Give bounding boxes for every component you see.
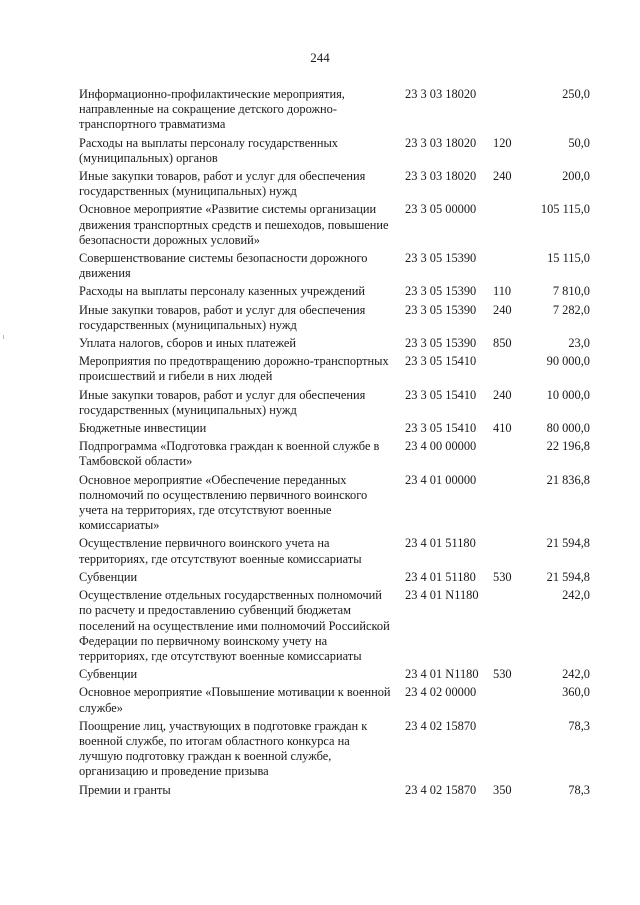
amount-value: 21 594,8 xyxy=(546,569,590,584)
amount-value: 242,0 xyxy=(562,588,590,603)
item-name: Основное мероприятие «Обеспечение переданных полномочий по осуществлению первичного воинского учета на территориях, где отсутствуют военные комиссариаты» xyxy=(79,472,368,533)
item-name: Подпрограмма «Подготовка граждан к военной службе в Тамбовской области» xyxy=(79,439,380,469)
target-code: 23 4 00 00000 xyxy=(405,439,477,454)
target-code: 23 3 05 15410 xyxy=(405,387,477,402)
target-code: 23 4 01 51180 xyxy=(405,536,476,551)
table-row xyxy=(0,87,640,133)
item-name: Иные закупки товаров, работ и услуг для обеспечения государственных (муниципальных) нужд xyxy=(79,302,366,332)
amount-value: 7 282,0 xyxy=(552,302,590,317)
amount-value: 360,0 xyxy=(562,685,590,700)
table-row xyxy=(0,136,640,166)
amount-value: 22 196,8 xyxy=(546,439,590,454)
target-code: 23 4 02 15870 xyxy=(405,782,477,797)
amount-value: 23,0 xyxy=(568,336,590,351)
table-row xyxy=(0,783,640,798)
table-row xyxy=(0,719,640,780)
amount-value: 21 594,8 xyxy=(546,536,590,551)
target-code: 23 3 05 15390 xyxy=(405,251,477,266)
amount-value: 50,0 xyxy=(568,135,590,150)
item-name: Бюджетные инвестиции xyxy=(79,421,207,436)
table-row xyxy=(0,169,640,199)
target-code: 23 3 05 15410 xyxy=(405,421,477,436)
table-row xyxy=(0,336,640,351)
expense-type-code: 240 xyxy=(493,387,512,402)
expense-type-code: 410 xyxy=(493,421,512,436)
amount-value: 78,3 xyxy=(568,718,590,733)
expense-type-code: 530 xyxy=(493,667,512,682)
target-code: 23 4 01 00000 xyxy=(405,472,477,487)
expense-type-code: 240 xyxy=(493,169,512,184)
item-name: Иные закупки товаров, работ и услуг для обеспечения государственных (муниципальных) нужд xyxy=(79,169,366,199)
target-code: 23 4 02 15870 xyxy=(405,718,477,733)
table-row xyxy=(0,388,640,418)
scan-mark xyxy=(3,335,4,339)
expense-type-code: 850 xyxy=(493,336,512,351)
item-name: Расходы на выплаты персоналу государственных (муниципальных) органов xyxy=(79,135,338,165)
amount-value: 78,3 xyxy=(568,782,590,797)
item-name: Уплата налогов, сборов и иных платежей xyxy=(79,336,297,351)
amount-value: 90 000,0 xyxy=(546,354,590,369)
expense-type-code: 350 xyxy=(493,782,512,797)
item-name: Субвенции xyxy=(79,667,138,682)
amount-value: 10 000,0 xyxy=(546,387,590,402)
table-row xyxy=(0,354,640,384)
target-code: 23 3 05 15390 xyxy=(405,336,477,351)
target-code: 23 4 02 00000 xyxy=(405,685,477,700)
item-name: Осуществление первичного воинского учета на территориях, где отсутствуют военные комиссариаты xyxy=(79,536,362,566)
table-row xyxy=(0,251,640,281)
amount-value: 200,0 xyxy=(562,169,590,184)
item-name: Мероприятия по предотвращению дорожно-транспортных происшествий и гибели в них людей xyxy=(79,354,389,384)
target-code: 23 4 01 51180 xyxy=(405,569,476,584)
item-name: Премии и гранты xyxy=(79,782,171,797)
target-code: 23 3 03 18020 xyxy=(405,169,477,184)
item-name: Информационно-профилактические мероприятия, направленные на сокращение детского дорожно-транспортного травматизма xyxy=(79,87,345,132)
expense-type-code: 240 xyxy=(493,302,512,317)
amount-value: 80 000,0 xyxy=(546,421,590,436)
expense-type-code: 530 xyxy=(493,569,512,584)
item-name: Основное мероприятие «Развитие системы организации движения транспортных средств и пешеходов, повышение безопасности дорожных условий» xyxy=(79,202,389,247)
budget-table xyxy=(0,87,640,801)
expense-type-code: 110 xyxy=(493,284,512,299)
expense-type-code: 120 xyxy=(493,135,512,150)
table-row xyxy=(0,570,640,585)
amount-value: 15 115,0 xyxy=(547,251,590,266)
item-name: Иные закупки товаров, работ и услуг для обеспечения государственных (муниципальных) нужд xyxy=(79,387,366,417)
target-code: 23 4 01 N1180 xyxy=(405,588,479,603)
amount-value: 105 115,0 xyxy=(540,202,590,217)
target-code: 23 3 05 15390 xyxy=(405,284,477,299)
table-row xyxy=(0,685,640,715)
target-code: 23 3 05 00000 xyxy=(405,202,477,217)
target-code: 23 3 03 18020 xyxy=(405,87,477,101)
table-row xyxy=(0,284,640,299)
target-code: 23 3 03 18020 xyxy=(405,135,477,150)
table-row xyxy=(0,536,640,566)
item-name: Совершенствование системы безопасности дорожного движения xyxy=(79,251,368,281)
item-name: Основное мероприятие «Повышение мотивации к военной службе» xyxy=(79,685,391,715)
amount-value: 242,0 xyxy=(562,667,590,682)
table-row xyxy=(0,439,640,469)
target-code: 23 4 01 N1180 xyxy=(405,667,479,682)
table-row xyxy=(0,588,640,664)
amount-value: 250,0 xyxy=(562,87,590,101)
item-name: Осуществление отдельных государственных полномочий по расчету и предоставлению субвенций бюджетам поселений на осуществление ими полномочий Российской Федерации по первичному воинскому учету на территориях, где отсутствуют военные комиссариаты xyxy=(79,588,390,663)
item-name: Расходы на выплаты персоналу казенных учреждений xyxy=(79,284,365,299)
table-row xyxy=(0,667,640,682)
target-code: 23 3 05 15390 xyxy=(405,302,477,317)
page-number: 244 xyxy=(310,50,330,65)
table-row xyxy=(0,473,640,534)
amount-value: 7 810,0 xyxy=(552,284,590,299)
item-name: Субвенции xyxy=(79,569,138,584)
item-name: Поощрение лиц, участвующих в подготовке граждан к военной службе, по итогам областного конкурса на лучшую подготовку граждан к военной службе, организацию и проведение призыва xyxy=(79,718,368,779)
table-row xyxy=(0,421,640,436)
table-row xyxy=(0,303,640,333)
target-code: 23 3 05 15410 xyxy=(405,354,477,369)
amount-value: 21 836,8 xyxy=(546,472,590,487)
table-row xyxy=(0,202,640,248)
